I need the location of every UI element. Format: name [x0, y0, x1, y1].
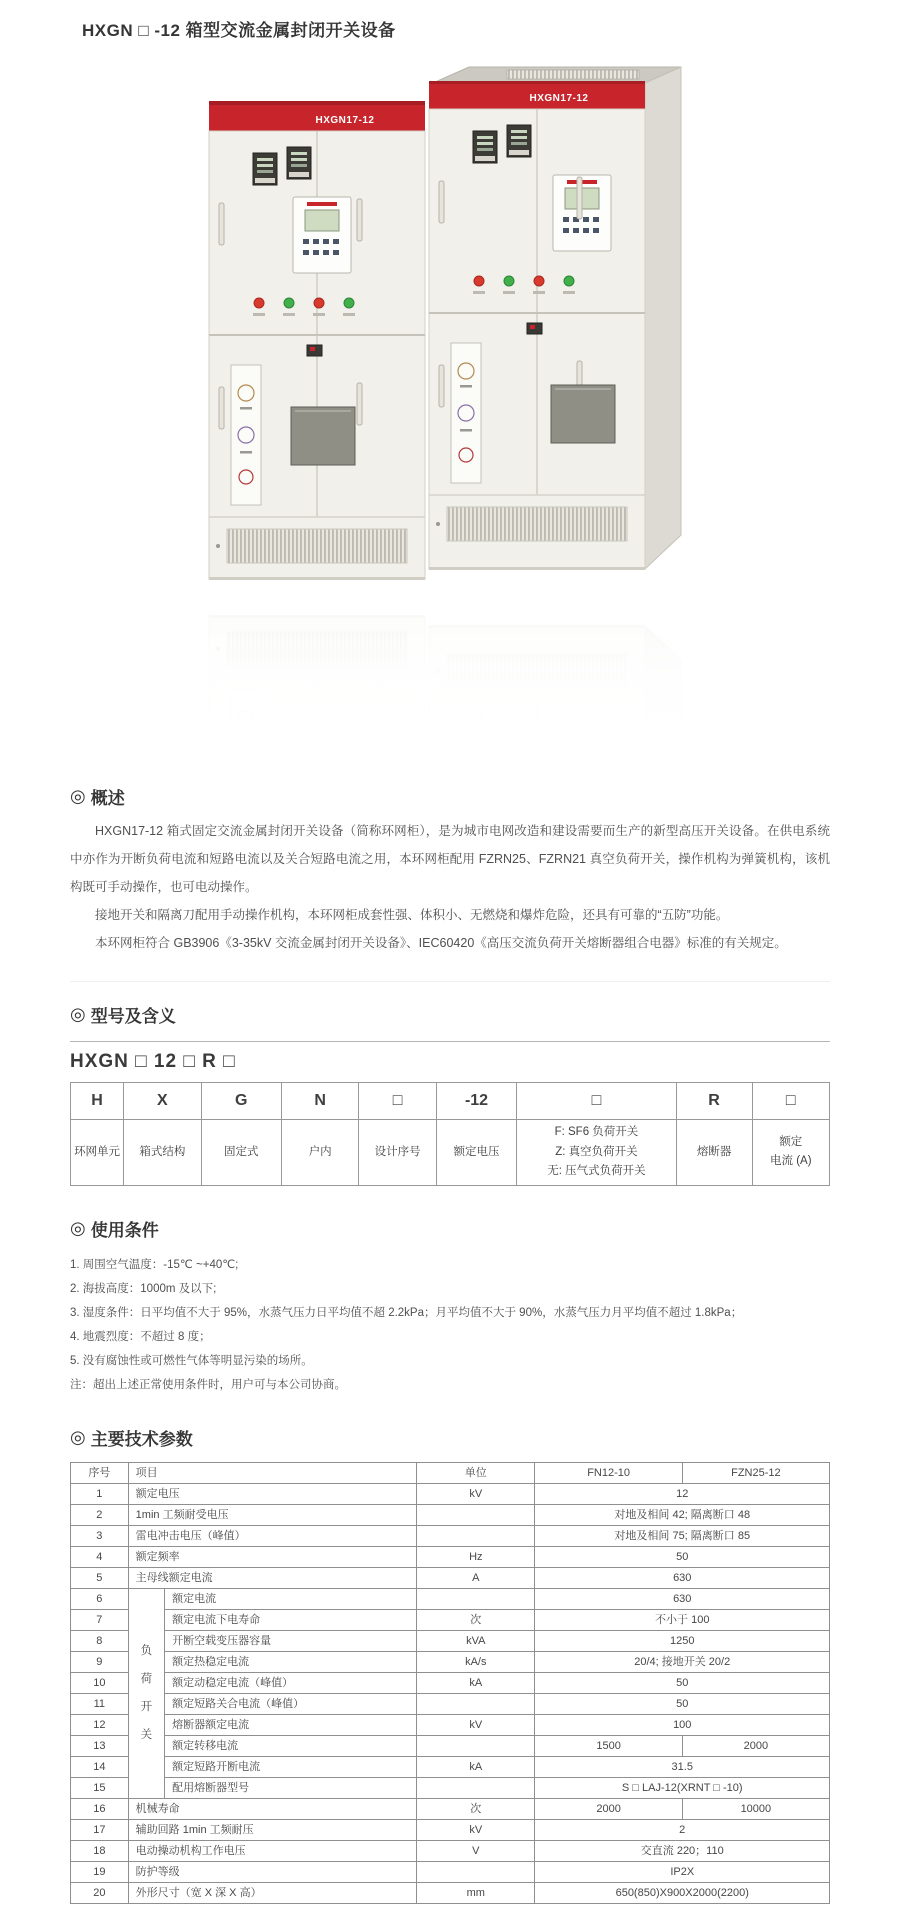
param-item: 主母线额定电流: [128, 1567, 416, 1588]
param-unit: kV: [417, 1714, 535, 1735]
overview-paragraph: 本环网柜符合 GB3906《3-35kV 交流金属封闭开关设备》、IEC60420《高压交流负荷开关熔断器组合电器》标准的有关规定。: [95, 936, 787, 950]
model-meaning-line: 无: 压气式负荷开关: [547, 1165, 646, 1178]
param-unit: V: [417, 1840, 535, 1861]
conditions-list: [70, 1253, 830, 1397]
base-edge: [209, 577, 425, 580]
param-unit: [417, 1777, 535, 1798]
param-value: 50: [535, 1672, 830, 1693]
param-unit: mm: [417, 1882, 535, 1903]
param-item: 外形尺寸（宽 X 深 X 高）: [128, 1882, 416, 1903]
param-no: 12: [71, 1714, 129, 1735]
condition-note: 注：超出上述正常使用条件时，用户可与本公司协商。: [70, 1378, 346, 1391]
param-no: 5: [71, 1567, 129, 1588]
model-meaning: 熔断器: [676, 1120, 752, 1186]
section-marker-icon: ◎: [70, 1217, 86, 1238]
viewing-window: [551, 385, 615, 443]
overview-paragraph: 接地开关和隔离刀配用手动操作机构，本环网柜成套性强、体积小、无燃烧和爆炸危险，还具有可靠的“五防”功能。: [95, 908, 729, 922]
model-meaning-line: Z: 真空负荷开关: [555, 1145, 638, 1158]
param-no: 14: [71, 1756, 129, 1777]
param-item: 额定短路开断电流: [165, 1756, 417, 1777]
param-item: 电动操动机构工作电压: [128, 1840, 416, 1861]
door-handle: [357, 199, 362, 241]
screw: [216, 544, 220, 548]
param-no: 16: [71, 1798, 129, 1819]
vent-grille: [447, 507, 627, 541]
vent-grille: [227, 529, 407, 563]
model-meaning: [752, 1120, 829, 1186]
param-no: 7: [71, 1609, 129, 1630]
meter-icon: [473, 131, 497, 163]
param-unit: kA: [417, 1756, 535, 1777]
model-meaning-line: F: SF6 负荷开关: [554, 1126, 639, 1138]
model-table: [70, 1082, 830, 1186]
param-no: 15: [71, 1777, 129, 1798]
param-value: 对地及相间 75; 隔离断口 85: [535, 1525, 830, 1546]
rule-line: [70, 1041, 830, 1042]
section-divider: [70, 981, 830, 982]
model-meaning: 固定式: [201, 1120, 281, 1186]
conditions-heading-text: 使用条件: [90, 1220, 159, 1240]
param-no: 1: [71, 1483, 129, 1504]
viewing-window: [291, 407, 355, 465]
param-item: 雷电冲击电压（峰值）: [128, 1525, 416, 1546]
section-parameters: [70, 1425, 830, 1904]
column-header: 项目: [128, 1462, 416, 1483]
param-item: 额定频率: [128, 1546, 416, 1567]
param-unit: kA: [417, 1672, 535, 1693]
param-value: 20/4; 接地开关 20/2: [535, 1651, 830, 1672]
param-no: 3: [71, 1525, 129, 1546]
section-conditions: [70, 1216, 830, 1397]
param-item: 额定短路关合电流（峰值）: [165, 1693, 417, 1714]
param-no: 13: [71, 1735, 129, 1756]
param-unit: [417, 1861, 535, 1882]
param-value-fn12: 1500: [535, 1735, 682, 1756]
parameter-row: [71, 1546, 830, 1567]
param-item: 额定热稳定电流: [165, 1651, 417, 1672]
band-label: HXGN17-12: [315, 115, 375, 126]
parameters-header-row: [71, 1462, 830, 1483]
param-unit: kVA: [417, 1630, 535, 1651]
model-meaning: 设计序号: [359, 1120, 436, 1186]
param-no: 10: [71, 1672, 129, 1693]
door-handle: [577, 177, 582, 219]
param-item: 防护等级: [128, 1861, 416, 1882]
cabinet-unit-right: [429, 81, 645, 570]
parameter-row: [71, 1819, 830, 1840]
section-model: [70, 1002, 830, 1186]
parameters-heading: [70, 1425, 830, 1450]
model-meaning: 箱式结构: [124, 1120, 201, 1186]
param-no: 8: [71, 1630, 129, 1651]
cabinet-unit-left: [209, 101, 425, 580]
switchgear-illustration: [207, 57, 693, 597]
param-unit: 次: [417, 1798, 535, 1819]
param-item: 1min 工频耐受电压: [128, 1504, 416, 1525]
column-header: FN12-10: [535, 1462, 682, 1483]
param-value: 50: [535, 1546, 830, 1567]
relay-panel: [293, 197, 351, 273]
model-code: □: [752, 1083, 829, 1120]
model-meaning-line: 电流 (A): [770, 1155, 812, 1168]
param-value: 100: [535, 1714, 830, 1735]
overview-paragraph: HXGN17-12 箱式固定交流金属封闭开关设备（简称环网柜），是为城市电网改造和建设需要而生产的新型高压开关设备。在供电系统中亦作为开断负荷电流和短路电流以及关合短路电流之用，本环网柜配用 FZRN25、FZRN21 真空负荷开关，操作机构为弹簧机构，该机构既可手动操作，也可电动操作。: [70, 824, 830, 894]
param-no: 19: [71, 1861, 129, 1882]
model-code: X: [124, 1083, 201, 1120]
param-unit: [417, 1525, 535, 1546]
param-value: 50: [535, 1693, 830, 1714]
parameter-row: [71, 1693, 830, 1714]
band-label: HXGN17-12: [529, 93, 589, 104]
param-no: 20: [71, 1882, 129, 1903]
param-value: 12: [535, 1483, 830, 1504]
condition-item: 1. 周围空气温度：-15℃ ~+40℃;: [70, 1258, 239, 1271]
meter-icon: [253, 153, 277, 185]
condition-item: 5. 没有腐蚀性或可燃性气体等明显污染的场所。: [70, 1354, 313, 1367]
mimic-diagram-strip: [231, 365, 261, 505]
model-meaning-line: 额定: [779, 1135, 803, 1148]
overview-heading: [70, 784, 830, 809]
param-value: 630: [535, 1588, 830, 1609]
param-item: 配用熔断器型号: [165, 1777, 417, 1798]
param-value-fzn25: 2000: [682, 1735, 829, 1756]
page-title: HXGN □ -12 箱型交流金属封闭开关设备: [82, 21, 396, 40]
parameter-row: [71, 1567, 830, 1588]
param-item: 额定电压: [128, 1483, 416, 1504]
parameter-row: [71, 1756, 830, 1777]
parameter-row: [71, 1651, 830, 1672]
param-item: 额定电流: [165, 1588, 417, 1609]
param-value: 2: [535, 1819, 830, 1840]
parameters-heading-text: 主要技术参数: [90, 1429, 193, 1449]
model-heading-text: 型号及含义: [90, 1007, 176, 1026]
param-unit: [417, 1588, 535, 1609]
parameter-row: [71, 1672, 830, 1693]
param-unit: [417, 1735, 535, 1756]
parameter-row: [71, 1882, 830, 1903]
param-unit: kV: [417, 1819, 535, 1840]
param-no: 18: [71, 1840, 129, 1861]
meter-icon: [287, 147, 311, 179]
param-item: 辅助回路 1min 工频耐压: [128, 1819, 416, 1840]
section-marker-icon: ◎: [70, 786, 86, 806]
conditions-heading: [70, 1216, 830, 1241]
column-header: 序号: [71, 1462, 129, 1483]
product-figure: [70, 57, 830, 766]
param-item: 开断空载变压器容量: [165, 1630, 417, 1651]
parameter-row: [71, 1483, 830, 1504]
param-value: 650(850)X900X2000(2200): [535, 1882, 830, 1903]
param-no: 6: [71, 1588, 129, 1609]
model-meaning: 环网单元: [71, 1120, 124, 1186]
param-value: 交直流 220；110: [535, 1840, 830, 1861]
mimic-diagram-strip: [451, 343, 481, 483]
param-no: 9: [71, 1651, 129, 1672]
base-edge: [429, 567, 645, 570]
group-label: 负荷开关: [140, 1645, 153, 1742]
param-unit: Hz: [417, 1546, 535, 1567]
parameter-row: [71, 1630, 830, 1651]
model-code: R: [676, 1083, 752, 1120]
model-meaning-row: [71, 1120, 830, 1186]
model-code: N: [281, 1083, 358, 1120]
param-value: 不小于 100: [535, 1609, 830, 1630]
parameter-row: [71, 1714, 830, 1735]
top-vent-grille: [507, 70, 639, 79]
param-item: 额定动稳定电流（峰值）: [165, 1672, 417, 1693]
meter-icon: [507, 125, 531, 157]
model-code: H: [71, 1083, 124, 1120]
param-unit: kA/s: [417, 1651, 535, 1672]
param-item: 额定电流下电寿命: [165, 1609, 417, 1630]
param-item: 机械寿命: [128, 1798, 416, 1819]
parameter-row: [71, 1777, 830, 1798]
param-value: 1250: [535, 1630, 830, 1651]
parameter-row: [71, 1840, 830, 1861]
param-no: 4: [71, 1546, 129, 1567]
group-label-cell: [128, 1588, 164, 1798]
condition-item: 4. 地震烈度：不超过 8 度；: [70, 1330, 211, 1343]
param-unit: A: [417, 1567, 535, 1588]
model-heading: [70, 1002, 830, 1027]
param-unit: 次: [417, 1609, 535, 1630]
model-meaning: 额定电压: [436, 1120, 516, 1186]
param-value-fzn25: 10000: [682, 1798, 829, 1819]
parameter-row: [71, 1735, 830, 1756]
parameter-row: [71, 1861, 830, 1882]
cabinet-side-panel: [645, 67, 681, 569]
param-item: 熔断器额定电流: [165, 1714, 417, 1735]
param-no: 2: [71, 1504, 129, 1525]
param-value: IP2X: [535, 1861, 830, 1882]
param-no: 11: [71, 1693, 129, 1714]
screw: [436, 522, 440, 526]
section-overview: [70, 784, 830, 957]
door-handle: [357, 383, 362, 425]
param-value: S □ LAJ-12(XRNT □ -10): [535, 1777, 830, 1798]
column-header: 单位: [417, 1462, 535, 1483]
model-code: □: [517, 1083, 676, 1120]
product-image: [207, 57, 693, 597]
door-handle: [439, 181, 444, 223]
condition-item: 3. 湿度条件：日平均值不大于 95%，水蒸气压力日平均值不超 2.2kPa；月平均值不大于 90%，水蒸气压力月平均值不超过 1.8kPa；: [70, 1306, 743, 1319]
door-handle: [439, 365, 444, 407]
model-code: -12: [436, 1083, 516, 1120]
param-value: 630: [535, 1567, 830, 1588]
param-value: 31.5: [535, 1756, 830, 1777]
band-top-edge: [429, 81, 645, 84]
condition-item: 2. 海拔高度：1000m 及以下;: [70, 1282, 217, 1295]
parameters-table: [70, 1462, 830, 1904]
column-header: FZN25-12: [682, 1462, 829, 1483]
parameter-row: [71, 1504, 830, 1525]
model-code-row: [71, 1083, 830, 1120]
model-meaning: 户内: [281, 1120, 358, 1186]
section-marker-icon: ◎: [70, 1426, 86, 1447]
door-handle: [219, 387, 224, 429]
model-code: G: [201, 1083, 281, 1120]
param-value: 对地及相间 42; 隔离断口 48: [535, 1504, 830, 1525]
lcd-screen: [305, 210, 339, 231]
param-unit: [417, 1504, 535, 1525]
model-formula: HXGN □ 12 □ R □: [70, 1051, 236, 1072]
param-value-fn12: 2000: [535, 1798, 682, 1819]
param-unit: [417, 1693, 535, 1714]
door-handle: [219, 203, 224, 245]
parameter-row: [71, 1588, 830, 1609]
product-reflection: [207, 598, 693, 766]
param-item: 额定转移电流: [165, 1735, 417, 1756]
overview-heading-text: 概述: [90, 789, 125, 808]
section-marker-icon: ◎: [70, 1004, 86, 1024]
parameters-table-body: [71, 1483, 830, 1903]
model-meaning: [517, 1120, 676, 1186]
param-unit: kV: [417, 1483, 535, 1504]
parameter-row: [71, 1609, 830, 1630]
parameter-row: [71, 1798, 830, 1819]
param-no: 17: [71, 1819, 129, 1840]
model-code: □: [359, 1083, 436, 1120]
parameter-row: [71, 1525, 830, 1546]
